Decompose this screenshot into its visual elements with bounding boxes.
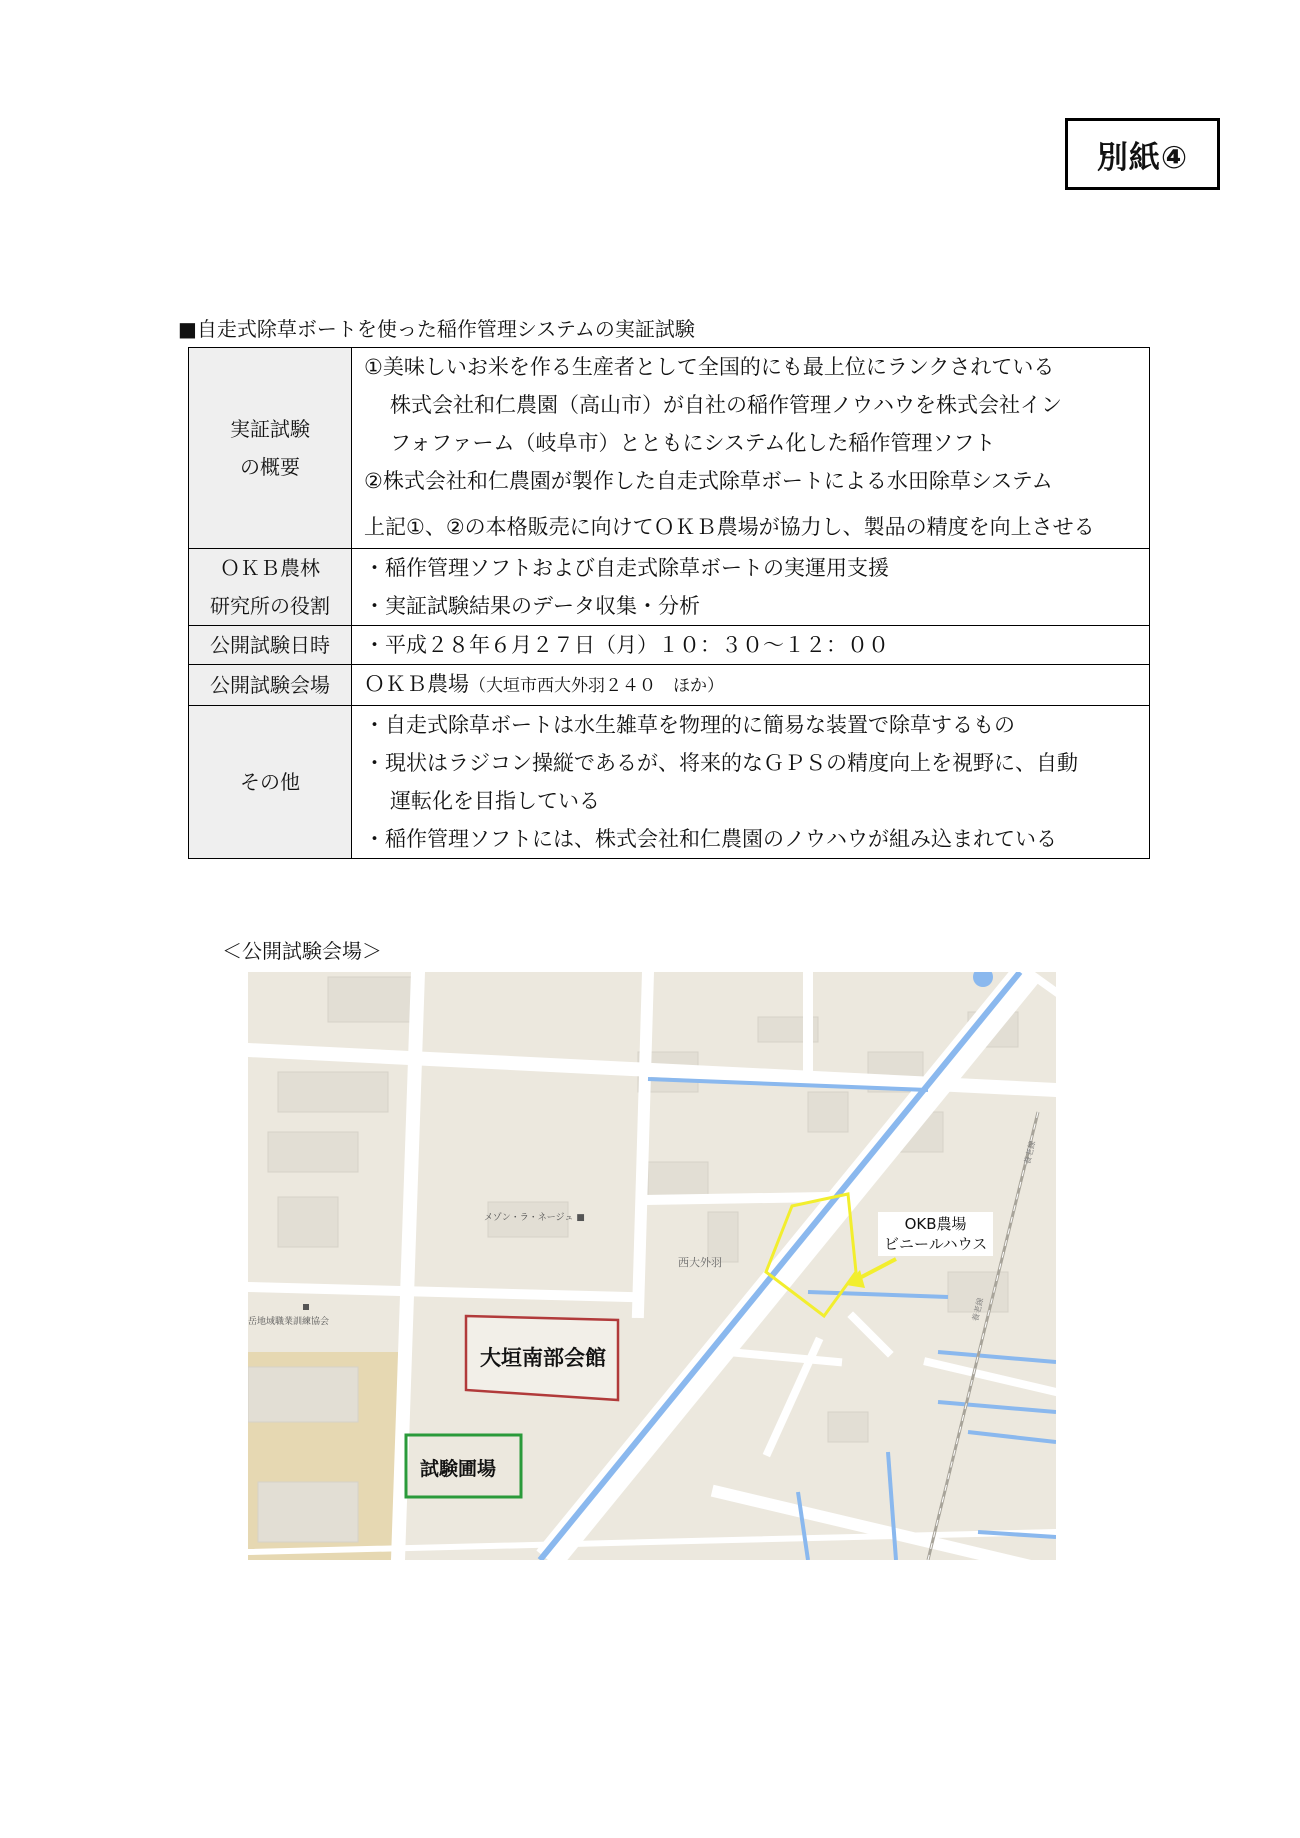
table-row <box>189 706 1150 859</box>
body-line: ・自走式除草ボートは水生雑草を物理的に簡易な装置で除草するもの <box>364 713 1015 737</box>
body-line: ・実証試験結果のデータ収集・分析 <box>364 594 700 618</box>
row-body-overview <box>352 348 1150 549</box>
training-marker <box>303 1304 309 1310</box>
venue-address: （大垣市西大外羽２４０ ほか） <box>469 676 724 696</box>
section-title: ■自走式除草ボートを使った稲作管理システムの実証試験 <box>178 317 695 341</box>
header-line: 研究所の役割 <box>210 594 330 618</box>
row-body-date <box>352 626 1150 665</box>
farm-callout-line: ビニールハウス <box>884 1235 988 1253</box>
table-row <box>189 665 1150 706</box>
body-line: 上記①、②の本格販売に向けてＯＫＢ農場が協力し、製品の精度を向上させる <box>364 515 1095 539</box>
body-line: 運転化を目指している <box>390 789 600 813</box>
hall-label: 大垣南部会館 <box>480 1346 606 1370</box>
place-label-railway: 養老線 <box>1022 1139 1038 1166</box>
row-header-venue <box>189 665 352 706</box>
row-body-other <box>352 706 1150 859</box>
table-row <box>189 348 1150 549</box>
row-header-date <box>189 626 352 665</box>
test-field-label: 試験圃場 <box>420 1458 497 1480</box>
overview-table <box>188 347 1150 859</box>
attachment-label: 別紙④ <box>1065 118 1220 190</box>
row-header-role <box>189 549 352 626</box>
place-label-district: 西大外羽 <box>678 1256 722 1269</box>
header-line: ＯＫＢ農林 <box>220 556 320 580</box>
body-line: ・稲作管理ソフトおよび自走式除草ボートの実運用支援 <box>364 556 889 580</box>
map-graphic <box>248 972 1056 1560</box>
table-row <box>189 626 1150 665</box>
map-caption: ＜公開試験会場＞ <box>222 939 382 963</box>
body-line: ・稲作管理ソフトには、株式会社和仁農園のノウハウが組み込まれている <box>364 827 1057 851</box>
header-line: の概要 <box>240 455 300 479</box>
venue-name: ＯＫＢ農場 <box>364 672 469 696</box>
place-label-training: 岳地域職業訓練協会 <box>248 1317 330 1327</box>
body-line: ①美味しいお米を作る生産者として全国的にも最上位にランクされている <box>364 355 1055 379</box>
header-line: 公開試験日時 <box>210 633 330 657</box>
body-line: ②株式会社和仁農園が製作した自走式除草ボートによる水田除草システム <box>364 469 1053 493</box>
header-line: その他 <box>240 770 300 794</box>
header-line: 実証試験 <box>230 417 310 441</box>
table-row <box>189 549 1150 626</box>
row-body-role <box>352 549 1150 626</box>
place-label-railway: 養老線 <box>970 1296 986 1323</box>
farm-callout <box>878 1212 993 1256</box>
place-label-mansion: メゾン・ラ・ネージュ ■ <box>484 1213 585 1223</box>
row-header-other <box>189 706 352 859</box>
row-body-venue <box>352 665 1150 706</box>
body-line: ・平成２８年６月２７日（月）１０：３０～１２：００ <box>364 633 889 657</box>
row-header-overview <box>189 348 352 549</box>
farm-callout-line: OKB農場 <box>904 1215 967 1233</box>
body-line: ・現状はラジコン操縦であるが、将来的なＧＰＳの精度向上を視野に、自動 <box>364 751 1078 775</box>
header-line: 公開試験会場 <box>210 673 330 697</box>
venue-map <box>248 972 1056 1560</box>
body-line: 株式会社和仁農園（高山市）が自社の稲作管理ノウハウを株式会社イン <box>390 393 1062 417</box>
body-line: フォファーム（岐阜市）とともにシステム化した稲作管理ソフト <box>390 431 996 455</box>
